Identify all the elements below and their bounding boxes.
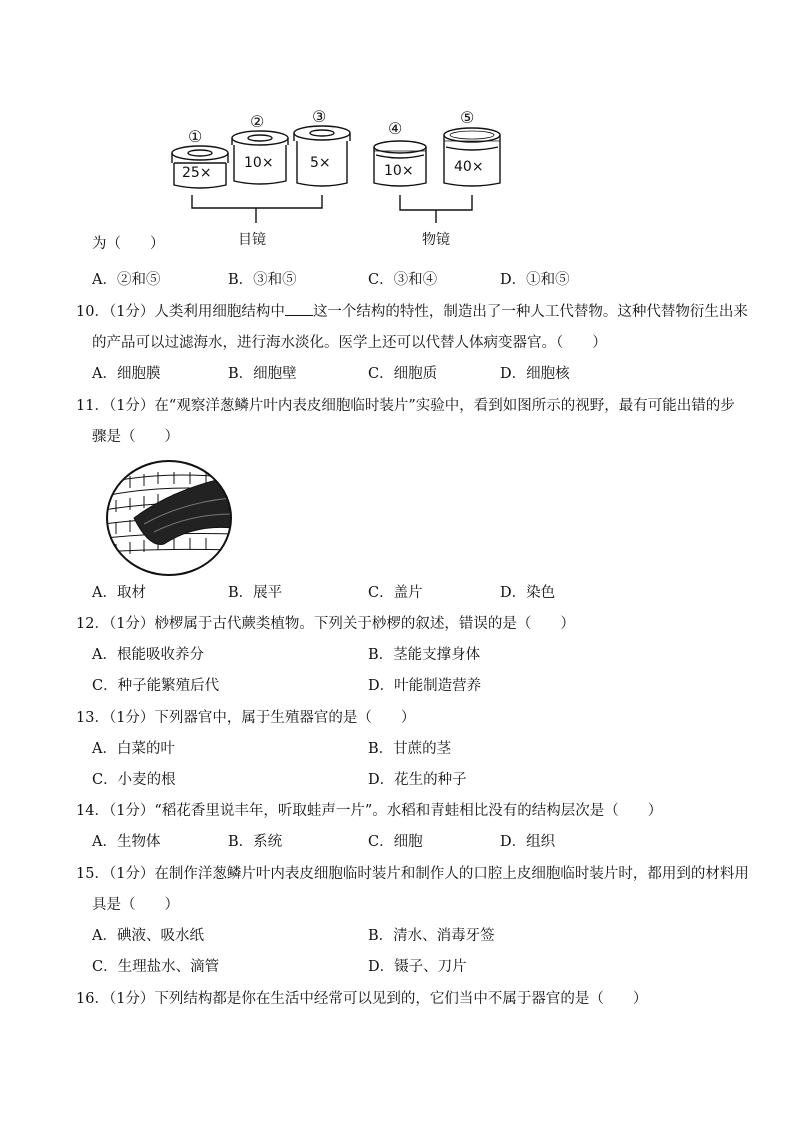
q11-option-d[interactable]: D．染色	[500, 585, 556, 601]
q9-tail: 为（ ）	[92, 236, 165, 252]
q15-option-b[interactable]: B．清水、消毒牙签	[368, 928, 495, 944]
q13-option-a[interactable]: A．白菜的叶	[92, 741, 175, 757]
q13-line1: 13．（1分）下列器官中，属于生殖器官的是（ ）	[76, 710, 416, 726]
objective-label: 物镜	[422, 232, 450, 248]
q9-option-d[interactable]: D．①和⑤	[500, 272, 570, 288]
lens-figure	[160, 105, 520, 255]
q14-option-c[interactable]: C．细胞	[368, 834, 423, 850]
lens-5-magnification: 40×	[454, 159, 484, 175]
q11-option-a[interactable]: A．取材	[92, 585, 146, 601]
lens-2-number: ②	[250, 112, 265, 131]
q10-line1-b: 这一个结构的特性，制造出了一种人工代替物。这种代替物衍生出来	[312, 304, 748, 320]
q11-option-b[interactable]: B．展平	[228, 585, 283, 601]
lens-5-number: ⑤	[460, 108, 475, 127]
lens-4-number: ④	[388, 119, 403, 138]
q9-option-c[interactable]: C．③和④	[368, 272, 438, 288]
q10-line1-a: 10．（1分）人类利用细胞结构中	[76, 304, 285, 320]
lens-3-number: ③	[312, 107, 327, 126]
q14-option-b[interactable]: B．系统	[228, 834, 283, 850]
q15-option-d[interactable]: D．镊子、刀片	[368, 959, 467, 975]
q11-line1: 11．（1分）在“观察洋葱鳞片叶内表皮细胞临时装片”实验中，看到如图所示的视野，最有可能出错的步	[76, 398, 735, 414]
q10-line2: 的产品可以过滤海水，进行海水淡化。医学上还可以代替人体病变器官。（ ）	[92, 335, 607, 351]
q11-line2: 骤是（ ）	[92, 429, 179, 445]
lens-1-number: ①	[188, 127, 203, 146]
q15-option-a[interactable]: A．碘液、吸水纸	[92, 928, 204, 944]
q12-option-b[interactable]: B．茎能支撑身体	[368, 647, 481, 663]
cell-field-drawing	[104, 458, 234, 578]
q12-option-c[interactable]: C．种子能繁殖后代	[92, 678, 220, 694]
q11-option-c[interactable]: C．盖片	[368, 585, 423, 601]
q14-option-a[interactable]: A．生物体	[92, 834, 161, 850]
lens-drawing	[160, 105, 520, 255]
q15-line2: 具是（ ）	[92, 897, 179, 913]
q12-line1: 12．（1分）桫椤属于古代蕨类植物。下列关于桫椤的叙述，错误的是（ ）	[76, 616, 575, 632]
q14-option-d[interactable]: D．组织	[500, 834, 556, 850]
q13-option-c[interactable]: C．小麦的根	[92, 772, 176, 788]
lens-2-magnification: 10×	[244, 155, 274, 171]
q13-option-d[interactable]: D．花生的种子	[368, 772, 467, 788]
lens-4-magnification: 10×	[384, 163, 414, 179]
q9-option-b[interactable]: B．③和⑤	[228, 272, 297, 288]
q14-line1: 14．（1分）“稻花香里说丰年，听取蛙声一片”。水稻和青蛙相比没有的结构层次是（ ）	[76, 803, 663, 819]
microscope-view-figure	[104, 458, 234, 582]
q10-blank	[285, 301, 313, 316]
q13-option-b[interactable]: B．甘蔗的茎	[368, 741, 452, 757]
q10-line1	[76, 300, 748, 321]
lens-1-magnification: 25×	[182, 165, 212, 181]
q10-option-d[interactable]: D．细胞核	[500, 366, 570, 382]
q16-line1: 16．（1分）下列结构都是你在生活中经常可以见到的，它们当中不属于器官的是（ ）	[76, 991, 648, 1007]
q10-option-b[interactable]: B．细胞壁	[228, 366, 297, 382]
q9-option-a[interactable]: A．②和⑤	[92, 272, 161, 288]
eyepiece-label: 目镜	[238, 232, 266, 248]
q12-option-a[interactable]: A．根能吸收养分	[92, 647, 204, 663]
lens-3-magnification: 5×	[310, 155, 331, 171]
q10-option-a[interactable]: A．细胞膜	[92, 366, 161, 382]
q15-option-c[interactable]: C．生理盐水、滴管	[92, 959, 220, 975]
q10-option-c[interactable]: C．细胞质	[368, 366, 438, 382]
q15-line1: 15．（1分）在制作洋葱鳞片叶内表皮细胞临时装片和制作人的口腔上皮细胞临时装片时，都用到的材料用	[76, 866, 749, 882]
q12-option-d[interactable]: D．叶能制造营养	[368, 678, 482, 694]
